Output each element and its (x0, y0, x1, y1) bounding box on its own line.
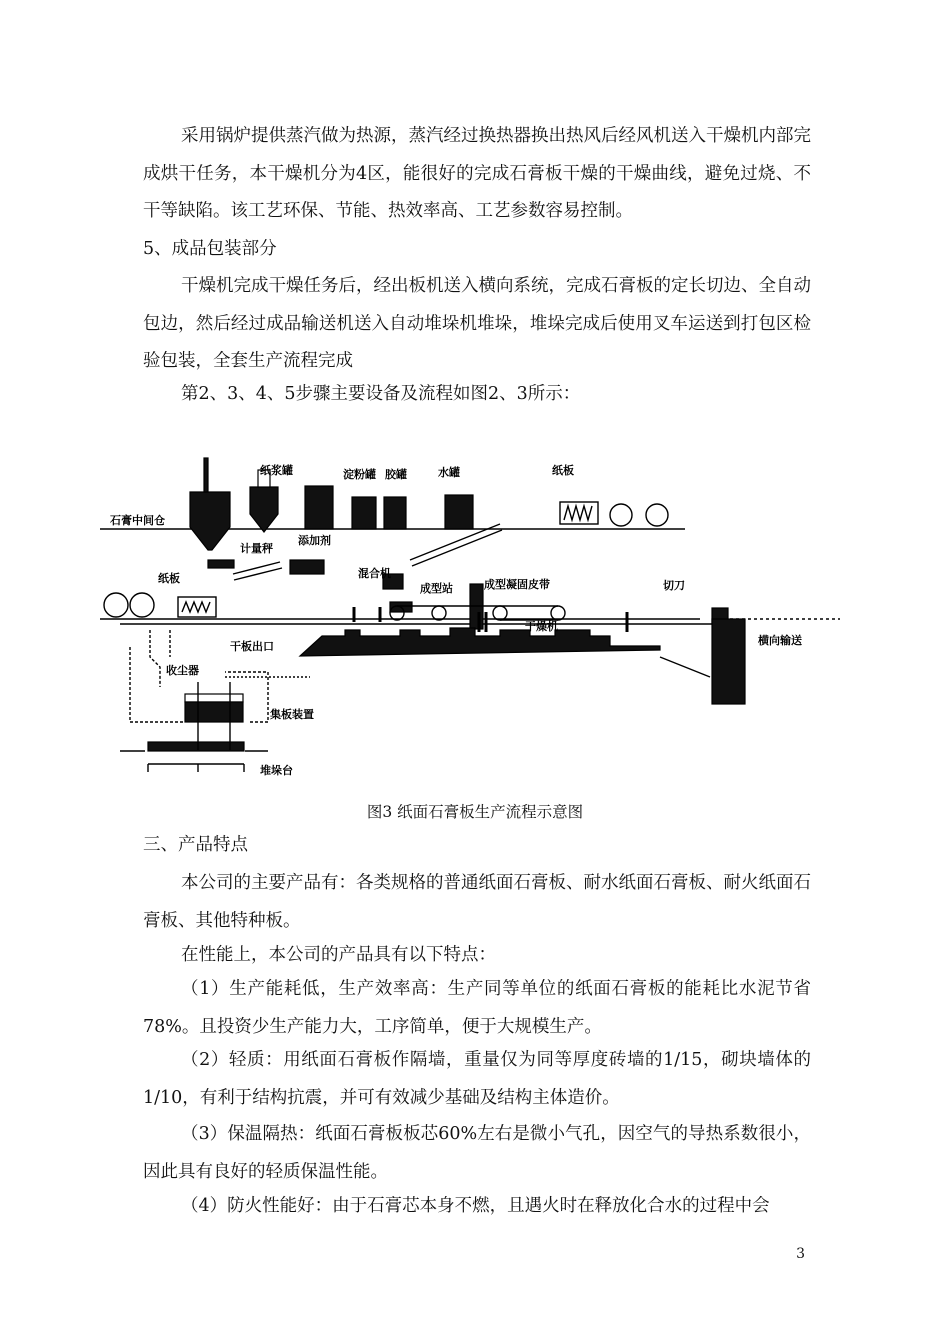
label-paper-top: 纸板 (552, 464, 574, 477)
label-forming-belt: 成型凝固皮带 (484, 578, 550, 591)
label-dryer: 干燥机 (525, 620, 558, 633)
label-stacking: 堆垛台 (260, 764, 293, 777)
paragraph-feature-3: （3）保温隔热：纸面石膏板板芯60%左右是微小气孔，因空气的导热系数很小，因此具有良好的轻质保温性能。 (143, 1124, 811, 1182)
production-flow-diagram (100, 452, 840, 777)
label-pulp-tank: 纸浆罐 (260, 464, 293, 477)
paragraph-packaging: 干燥机完成干燥任务后，经出板机送入横向系统，完成石膏板的定长切边、全自动包边，然后经过成品输送机送入自动堆垛机堆垛，堆垛完成后使用叉车运送到打包区检验包装，全套生产流程完成 (143, 276, 811, 371)
label-additive: 添加剂 (298, 534, 331, 547)
label-forming-station: 成型站 (420, 582, 453, 595)
label-water-tank: 水罐 (438, 466, 460, 479)
label-glue-tank: 胶罐 (385, 468, 407, 481)
paragraph-figure-reference: 第2、3、4、5步骤主要设备及流程如图2、3所示： (181, 384, 581, 404)
label-paper-left: 纸板 (158, 572, 180, 585)
page-number: 3 (796, 1246, 805, 1262)
label-cutter: 切刀 (663, 579, 685, 592)
paragraph-products: 本公司的主要产品有：各类规格的普通纸面石膏板、耐水纸面石膏板、耐火纸面石膏板、其他特种板。 (143, 873, 811, 931)
label-gypsum-silo: 石膏中间仓 (110, 514, 165, 527)
paragraph-heat-source: 采用锅炉提供蒸汽做为热源，蒸汽经过换热器换出热风后经风机送入干燥机内部完成烘干任务，本干燥机分为4区，能很好的完成石膏板干燥的干燥曲线，避免过烧、不干等缺陷。该工艺环保、节能、热效率高、工艺参数容易控制。 (143, 126, 811, 221)
paragraph-features-intro: 在性能上，本公司的产品具有以下特点： (181, 945, 496, 965)
paragraph-feature-2: （2）轻质：用纸面石膏板作隔墙，重量仅为同等厚度砖墙的1/15，砌块墙体的1/10，有利于结构抗震，并可有效减少基础及结构主体造价。 (143, 1050, 811, 1108)
label-starch-tank: 淀粉罐 (343, 468, 376, 481)
label-board-exit: 干板出口 (230, 640, 274, 653)
label-board-collector: 集板装置 (270, 708, 314, 721)
figure-caption: 图3 纸面石膏板生产流程示意图 (366, 803, 584, 821)
label-mixer: 混合机 (358, 567, 391, 580)
section-heading-features: 三、产品特点 (143, 835, 248, 855)
paragraph-feature-4: （4）防火性能好：由于石膏芯本身不燃，且遇火时在释放化合水的过程中会 (181, 1196, 770, 1216)
label-cross-transfer: 横向输送 (758, 634, 802, 647)
label-weigher: 计量秤 (240, 542, 273, 555)
section-heading-packaging: 5、成品包装部分 (143, 239, 277, 259)
label-dust-collector: 收尘器 (166, 664, 199, 677)
paragraph-feature-1: （1）生产能耗低，生产效率高：生产同等单位的纸面石膏板的能耗比水泥节省78%。且投资少生产能力大，工序简单，便于大规模生产。 (143, 979, 811, 1037)
